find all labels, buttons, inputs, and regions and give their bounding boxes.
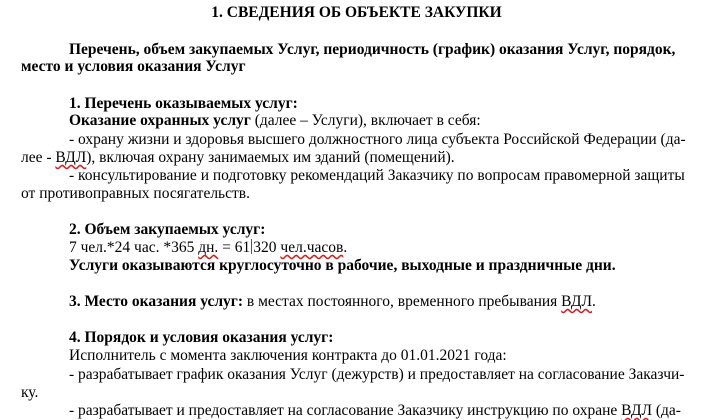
- text-run: лее -: [21, 149, 56, 166]
- section4-title: 4. Порядок и условия оказания услуг:: [69, 329, 334, 346]
- section4-item1-line1: - разрабатывает график оказания Услуг (дежурств) и предоставляет на согласование Заказчи-: [69, 366, 685, 383]
- section1-item1-line2: [21, 149, 455, 167]
- text-run: 7 чел.*24 час. *365: [69, 239, 199, 256]
- spellcheck-error[interactable]: ВДЛ: [621, 402, 652, 419]
- section1-lead-bold: Оказание охранных услуг: [69, 112, 251, 129]
- section1-title: 1. Перечень оказываемых услуг:: [69, 95, 298, 112]
- section1-lead-rest: (далее – Услуги), включает в себя:: [250, 112, 481, 129]
- text-run: 320: [253, 239, 281, 256]
- text-run: (да-: [652, 402, 681, 419]
- section3-line: [69, 293, 596, 311]
- section2-calculation: [69, 239, 347, 257]
- section3-title: 3. Место оказания услуг:: [69, 293, 244, 310]
- spellcheck-error[interactable]: ВДЛ: [55, 149, 87, 166]
- text-run: в местах постоянного, временного пребывания: [243, 293, 562, 310]
- section1-item2-line2: от противоправных посягательств.: [21, 185, 250, 202]
- section1-item2-line1: - консультирование и подготовку рекомендаций Заказчику по вопросам правомерной защиты: [69, 167, 685, 184]
- section2-note: Услуги оказываются круглосуточно в рабочие, выходные и праздничные дни.: [69, 257, 616, 274]
- text-run: ), включая охрану занимаемых им зданий (помещений).: [86, 149, 455, 166]
- spellcheck-error[interactable]: ВДЛ: [561, 293, 593, 310]
- section4-item1-line2: ку.: [21, 384, 39, 401]
- section2-title: 2. Объем закупаемых услуг:: [69, 221, 266, 238]
- section4-line1: Исполнитель с момента заключения контракта до 01.01.2021 года:: [69, 347, 507, 364]
- section1-item1-line1: - охрану жизни и здоровья высшего должностного лица субъекта Российской Федерации (да-: [69, 131, 686, 148]
- text-run: - разрабатывает и предоставляет на согласование Заказчику инструкцию по охране: [69, 402, 622, 419]
- section1-lead: [69, 112, 481, 130]
- section-heading: 1. СВЕДЕНИЯ ОБ ОБЪЕКТЕ ЗАКУПКИ: [211, 4, 502, 21]
- spellcheck-error[interactable]: чел.часов: [280, 239, 344, 256]
- section4-item2-line1: [69, 402, 681, 420]
- text-run: .: [592, 293, 596, 310]
- spellcheck-error[interactable]: дн.: [198, 239, 219, 256]
- text-run: .: [343, 239, 348, 256]
- intro-line-1: Перечень, объем закупаемых Услуг, периодичность (график) оказания Услуг, порядок,: [69, 41, 676, 58]
- text-run: = 61: [218, 239, 251, 256]
- intro-line-2: место и условия оказания Услуг: [21, 58, 246, 75]
